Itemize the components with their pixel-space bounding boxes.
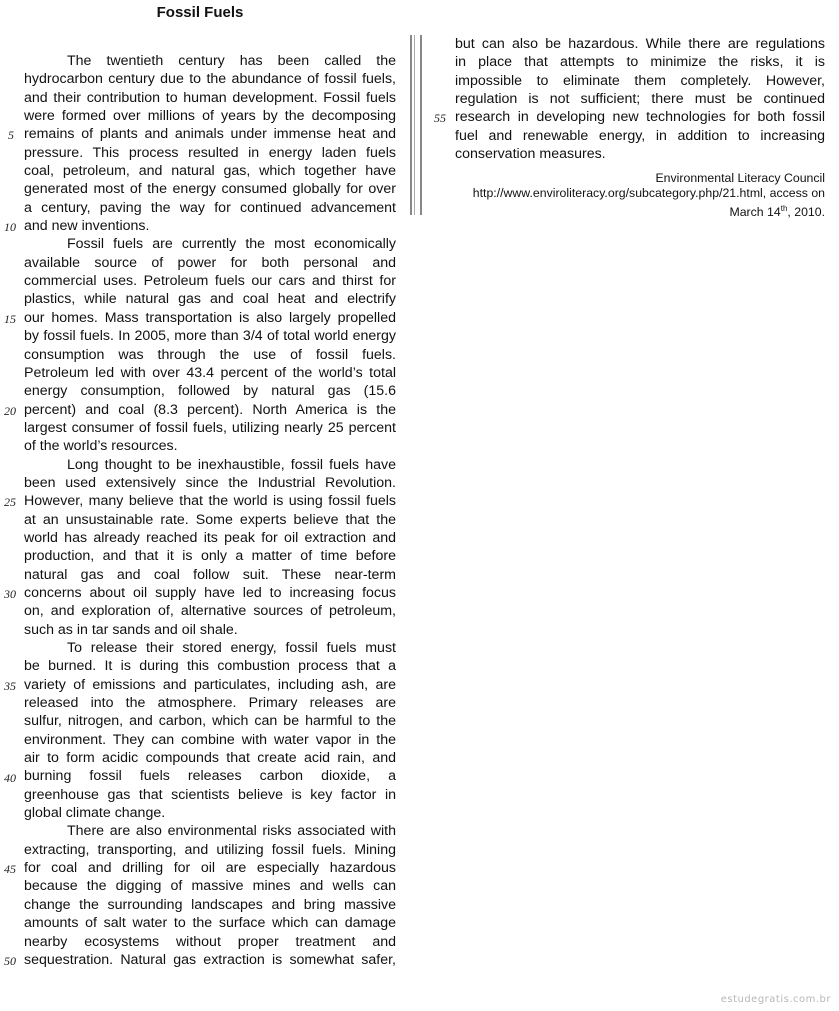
line-number: 25	[4, 495, 16, 510]
source-url: http://www.enviroliteracy.org/subcategory.php/21.html, access on	[472, 186, 825, 200]
text-line: There are also environmental risks associated with	[67, 823, 396, 840]
text-line: air to form acidic compounds that create acid rain, and	[24, 750, 396, 767]
left-column	[24, 52, 396, 969]
text-line: However, many believe that the world is using fossil fuels	[24, 493, 396, 510]
text-line: sequestration. Natural gas extraction is somewhat safer,	[24, 951, 396, 968]
text-line: a century, paving the way for continued advancement	[24, 199, 396, 216]
text-line: environment. They can combine with water vapor in the	[24, 731, 396, 748]
text-line: for coal and drilling for oil are especially hazardous	[24, 860, 396, 877]
source-date	[425, 201, 825, 220]
line-number: 10	[4, 220, 16, 235]
text-line: were formed over millions of years by the decomposing	[24, 108, 396, 125]
text-line: on, and exploration of, alternative sources of petroleum,	[24, 603, 396, 620]
text-line: global climate change.	[24, 805, 166, 822]
right-column	[455, 35, 825, 163]
text-line: Fossil fuels are currently the most economically	[67, 236, 396, 253]
watermark: estudegratis.com.br	[720, 994, 831, 1005]
text-line: commercial uses. Petroleum fuels our cars and thirst for	[24, 273, 396, 290]
text-line: hydrocarbon century due to the abundance of fossil fuels,	[24, 71, 396, 88]
text-line: our homes. Mass transportation is also largely propelled	[24, 309, 396, 326]
text-line: production, and that it is only a matter of time before	[24, 548, 396, 565]
source-date-prefix: March 14	[729, 205, 781, 220]
text-line: greenhouse gas that scientists believe is key factor in	[24, 786, 396, 803]
source-date-suffix: , 2010.	[787, 205, 825, 220]
text-line: Petroleum led with over 43.4 percent of the world’s total	[24, 364, 396, 381]
text-line: variety of emissions and particulates, including ash, are	[24, 676, 396, 693]
source-date-sup: th	[780, 204, 788, 213]
text-line: by fossil fuels. In 2005, more than 3/4 of total world energy	[24, 328, 396, 345]
text-line: coal, petroleum, and natural gas, which together have	[24, 163, 396, 180]
text-line: been used extensively since the Industrial Revolution.	[24, 474, 396, 491]
line-number: 15	[4, 311, 16, 326]
text-line: To release their stored energy, fossil fuels must	[67, 640, 396, 656]
line-number: 55	[434, 111, 446, 126]
line-number: 40	[4, 770, 16, 785]
text-line: extracting, transporting, and utilizing fossil fuels. Mining	[24, 841, 396, 858]
text-line: and their contribution to human development. Fossil fuels	[24, 89, 396, 106]
line-number: 5	[8, 128, 14, 143]
text-line: sulfur, nitrogen, and carbon, which can be harmful to the	[24, 713, 396, 730]
text-line: nearby ecosystems without proper treatment and	[24, 933, 396, 950]
text-line: available source of power for both personal and	[24, 254, 396, 271]
text-line: amounts of salt water to the surface which can damage	[24, 915, 396, 932]
line-number: 50	[4, 954, 16, 969]
text-line: energy consumption, followed by natural gas (15.6	[24, 383, 396, 400]
source-citation	[425, 171, 825, 220]
column-divider	[410, 35, 422, 215]
text-line: change the surrounding landscapes and bring massive	[24, 896, 396, 913]
text-line: pressure. This process resulted in energy laden fuels	[24, 144, 396, 161]
text-line: regulation is not sufficient; there must be continued	[455, 91, 825, 108]
text-line: but can also be hazardous. While there are regulations	[455, 36, 825, 52]
text-line: be burned. It is during this combustion process that a	[24, 658, 396, 675]
text-line: impossible to eliminate them completely. However,	[455, 72, 825, 89]
text-line: such as in tar sands and oil shale.	[24, 621, 238, 638]
text-line: remains of plants and animals under immense heat and	[24, 126, 396, 143]
text-line: world has already reached its peak for oil extraction and	[24, 529, 396, 546]
text-line: because the digging of massive mines and wells can	[24, 878, 396, 895]
text-line: research in developing new technologies for both fossil	[455, 109, 825, 126]
text-line: in place that attempts to minimize the risks, it is	[455, 54, 825, 71]
text-line: Long thought to be inexhaustible, fossil fuels have	[67, 456, 396, 473]
text-line: conservation measures.	[455, 146, 606, 163]
text-line: largest consumer of fossil fuels, utilizing nearly 25 percent	[24, 419, 396, 436]
text-line: plastics, while natural gas and coal heat and electrify	[24, 291, 396, 308]
text-line: natural gas and coal follow suit. These near-term	[24, 566, 396, 583]
line-number: 45	[4, 862, 16, 877]
text-line: fuel and renewable energy, in addition to increasing	[455, 127, 825, 144]
text-line: at an unsustainable rate. Some experts believe that the	[24, 511, 396, 528]
text-line: consumption was through the use of fossil fuels.	[24, 346, 396, 363]
text-line: released into the atmosphere. Primary releases are	[24, 695, 396, 712]
text-line: and new inventions.	[24, 218, 150, 235]
text-line: burning fossil fuels releases carbon dioxide, a	[24, 768, 396, 785]
line-number: 30	[4, 587, 16, 602]
document-title: Fossil Fuels	[156, 4, 244, 21]
text-line: generated most of the energy consumed globally for over	[24, 181, 396, 198]
text-line: concerns about oil supply have led to increasing focus	[24, 584, 396, 601]
source-organization: Environmental Literacy Council	[655, 171, 825, 185]
line-number: 35	[4, 678, 16, 693]
text-line: of the world’s resources.	[24, 438, 178, 455]
text-line: The twentieth century has been called the	[67, 53, 396, 69]
line-number: 20	[4, 403, 16, 418]
text-line: percent) and coal (8.3 percent). North America is the	[24, 401, 396, 418]
